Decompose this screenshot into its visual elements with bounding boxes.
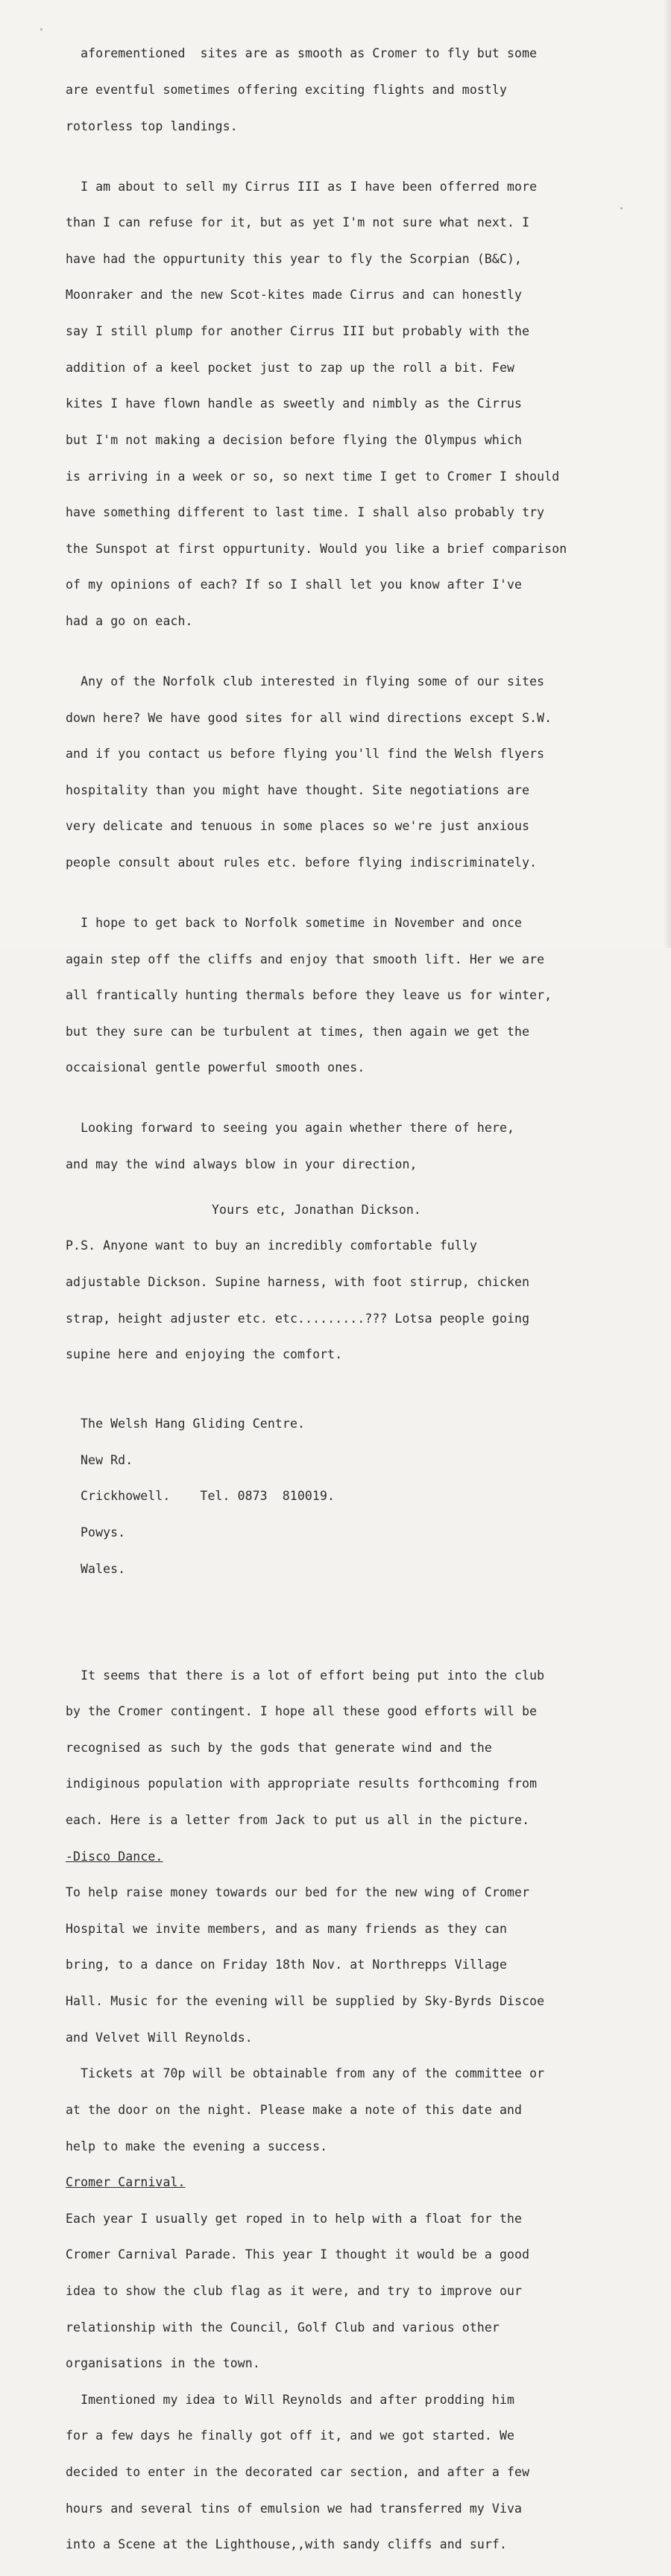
disco-dance-text <box>66 1863 610 2177</box>
postscript <box>66 1216 610 1385</box>
text-line: Each year I usually get roped in to help with a float for the <box>66 2211 523 2226</box>
text-line: To help raise money towards our bed for the new wing of Cromer <box>66 1885 530 1900</box>
text-line: Cromer Carnival Parade. This year I thought it would be a good <box>66 2247 530 2262</box>
telephone-number: Tel. 0873 810019. <box>200 1489 336 1504</box>
section-spacer <box>66 1599 610 1645</box>
text-line: Hospital we invite members, and as many friends as they can <box>66 1921 507 1936</box>
text-line: Moonraker and the new Scot-kites made Cirrus and can honestly <box>66 288 523 303</box>
text-line: of my opinions of each? If so I shall let you know after I've <box>66 577 523 592</box>
text-line: aforementioned sites are as smooth as Cromer to fly but some <box>66 46 538 61</box>
text-line: people consult about rules etc. before flying indiscriminately. <box>66 855 538 870</box>
text-line: rotorless top landings. <box>66 118 238 133</box>
letter-paragraph-4 <box>66 893 610 1098</box>
text-line: at the door on the night. Please make a note of this date and <box>66 2102 523 2117</box>
letter-paragraph-1 <box>66 24 610 156</box>
paper-speck <box>40 28 42 31</box>
cromer-carnival-heading: Cromer Carnival. <box>66 2175 186 2190</box>
text-line: have something different to last time. I shall also probably try <box>66 505 545 520</box>
paper-speck <box>620 207 623 209</box>
letter-paragraph-5 <box>66 1098 610 1195</box>
spacer <box>66 1385 610 1394</box>
text-line: into a Scene at the Lighthouse,,with sandy cliffs and surf. <box>66 2537 507 2552</box>
sender-address <box>81 1394 610 1599</box>
text-line: It seems that there is a lot of effort being put into the club <box>66 1668 545 1683</box>
text-line: indiginous population with appropriate results forthcoming from <box>66 1776 538 1791</box>
text-line: supine here and enjoying the comfort. <box>66 1347 343 1362</box>
text-line: than I can refuse for it, but as yet I'm not sure what next. I <box>66 215 530 230</box>
text-line: have had the oppurtunity this year to fly the Scorpian (B&C), <box>66 251 523 266</box>
text-line: hours and several tins of emulsion we had transferred my Viva <box>66 2501 523 2516</box>
text-line: very delicate and tenuous in some places so we're just anxious <box>66 819 530 834</box>
text-line: Looking forward to seeing you again whether there of here, <box>66 1121 515 1136</box>
editorial-intro <box>66 1645 610 1850</box>
text-line: had a go on each. <box>66 613 193 628</box>
address-line: Powys. <box>81 1525 126 1539</box>
text-line: the Sunspot at first oppurtunity. Would you like a brief comparison <box>66 541 567 556</box>
text-line: each. Here is a letter from Jack to put us all in the picture. <box>66 1813 530 1828</box>
letter-paragraph-3 <box>66 652 610 893</box>
address-line: New Rd. <box>81 1452 133 1467</box>
text-line: bring, to a dance on Friday 18th Nov. at Northrepps Village <box>66 1958 507 1972</box>
text-line: occaisional gentle powerful smooth ones. <box>66 1060 365 1075</box>
text-line: Any of the Norfolk club interested in flying some of our sites <box>66 674 545 689</box>
text-line: help to make the evening a success. <box>66 2139 328 2153</box>
text-line: and may the wind always blow in your direction, <box>66 1157 418 1172</box>
address-line: The Welsh Hang Gliding Centre. <box>81 1417 306 1431</box>
address-line: Wales. <box>81 1561 126 1576</box>
text-line: say I still plump for another Cirrus III but probably with the <box>66 324 530 339</box>
address-line <box>81 1490 610 1502</box>
text-line: are eventful sometimes offering exciting flights and mostly <box>66 83 507 98</box>
text-line: but they sure can be turbulent at times, then again we get the <box>66 1024 530 1039</box>
text-line: strap, height adjuster etc. etc.........??? Lotsa people going <box>66 1311 530 1326</box>
text-line: and if you contact us before flying you'll find the Welsh flyers <box>66 747 545 762</box>
cromer-carnival-text <box>66 2189 610 2575</box>
text-line: I am about to sell my Cirrus III as I have been offerred more <box>66 179 538 194</box>
text-line: I hope to get back to Norfolk sometime in November and once <box>66 916 523 931</box>
text-line: hospitality than you might have thought. Site negotiations are <box>66 782 530 797</box>
text-line: organisations in the town. <box>66 2356 260 2371</box>
disco-dance-heading: -Disco Dance. <box>66 1849 163 1864</box>
typed-text <box>66 24 610 2575</box>
text-line: again step off the cliffs and enjoy that smooth lift. Her we are <box>66 952 545 966</box>
letter-paragraph-2 <box>66 156 610 651</box>
text-line: relationship with the Council, Golf Club and various other <box>66 2320 500 2335</box>
address-town: Crickhowell. <box>81 1489 171 1504</box>
text-line: is arriving in a week or so, so next time I get to Cromer I should <box>66 469 560 484</box>
text-line: Hall. Music for the evening will be supplied by Sky-Byrds Discoe <box>66 1994 545 2009</box>
text-line: Tickets at 70p will be obtainable from any of the committee or <box>66 2066 545 2081</box>
text-line: addition of a keel pocket just to zap up the roll a bit. Few <box>66 360 515 375</box>
text-line: Imentioned my idea to Will Reynolds and after prodding him <box>66 2392 515 2407</box>
text-line: by the Cromer contingent. I hope all these good efforts will be <box>66 1704 538 1719</box>
text-line: P.S. Anyone want to buy an incredibly comfortable fully <box>66 1238 477 1253</box>
paper-edge-shadow <box>664 0 671 948</box>
text-line: adjustable Dickson. Supine harness, with foot stirrup, chicken <box>66 1274 530 1289</box>
text-line: decided to enter in the decorated car section, and after a few <box>66 2465 530 2480</box>
text-line: all frantically hunting thermals before they leave us for winter, <box>66 988 552 1003</box>
signature: Yours etc, Jonathan Dickson. <box>212 1202 421 1217</box>
text-line: for a few days he finally got off it, and we got started. We <box>66 2428 515 2443</box>
text-line: and Velvet Will Reynolds. <box>66 2030 253 2045</box>
text-line: kites I have flown handle as sweetly and nimbly as the Cirrus <box>66 396 523 411</box>
text-line: but I'm not making a decision before flying the Olympus which <box>66 432 523 447</box>
text-line: idea to show the club flag as it were, and try to improve our <box>66 2283 523 2298</box>
text-line: down here? We have good sites for all wind directions except S.W. <box>66 710 552 725</box>
text-line: recognised as such by the gods that generate wind and the <box>66 1740 492 1755</box>
